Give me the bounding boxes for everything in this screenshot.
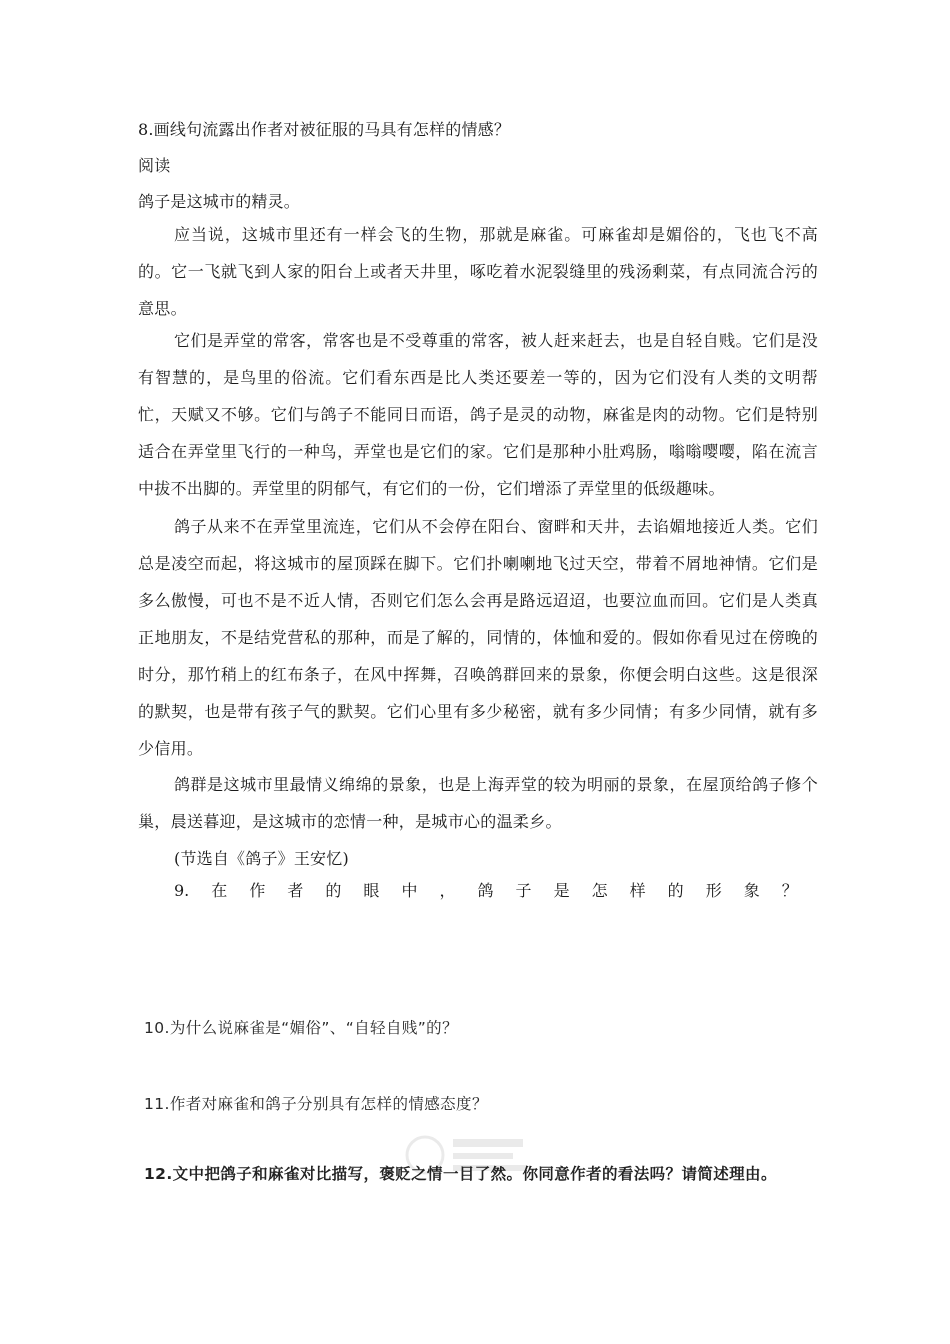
paragraph-pigeon-flock: 鸽群是这城市里最情义绵绵的景象，也是上海弄堂的较为明丽的景象，在屋顶给鸽子修个巢，晨送暮迎，是这城市的恋情一种，是城市心的温柔乡。 — [138, 775, 818, 831]
question-12: 12.文中把鸽子和麻雀对比描写，褒贬之情一目了然。你同意作者的看法吗？请简述理由。 — [144, 1165, 777, 1183]
question-9 — [174, 880, 798, 902]
question-10: 10.为什么说麻雀是“媚俗”、“自轻自贱”的？ — [144, 1019, 458, 1037]
passage-source: (节选自《鸽子》王安忆) — [174, 849, 349, 868]
paragraph-sparrow-detail: 它们是弄堂的常客，常客也是不受尊重的常客，被人赶来赶去，也是自轻自贱。它们是没有智慧的，是鸟里的俗流。它们看东西是比人类还要差一等的，因为它们没有人类的文明帮忙，天赋又不够。它们与鸽子不能同日而语，鸽子是灵的动物，麻雀是肉的动物。它们是特别适合在弄堂里飞行的一种鸟，弄堂也是它们的家。它们是那种小肚鸡肠，嗡嗡嘤嘤，陷在流言中拔不出脚的。弄堂里的阴郁气，有它们的一份，它们增添了弄堂里的低级趣味。 — [138, 331, 818, 498]
q9-char: 怎 — [591, 881, 608, 900]
q9-char: 的 — [325, 881, 342, 900]
watermark-icon — [395, 1125, 535, 1185]
q9-char: 鸽 — [477, 881, 494, 900]
q9-char: ， — [439, 881, 456, 900]
q9-char: 形 — [705, 881, 722, 900]
passage-intro: 鸽子是这城市的精灵。 — [138, 192, 301, 211]
q9-char: 作 — [249, 881, 266, 900]
q9-char: 眼 — [363, 881, 380, 900]
q9-char: 样 — [629, 881, 646, 900]
paragraph-sparrow-intro: 应当说，这城市里还有一样会飞的生物，那就是麻雀。可麻雀却是媚俗的，飞也飞不高的。它一飞就飞到人家的阳台上或者天井里，啄吃着水泥裂缝里的残汤剩菜，有点同流合污的意思。 — [138, 225, 818, 318]
q9-char: 子 — [515, 881, 532, 900]
paragraph-pigeon: 鸽子从来不在弄堂里流连，它们从不会停在阳台、窗畔和天井，去谄媚地接近人类。它们总是凌空而起，将这城市的屋顶踩在脚下。它们扑喇喇地飞过天空，带着不屑地神情。它们是多么傲慢，可也不是不近人情，否则它们怎么会再是路远迢迢，也要泣血而回。它们是人类真正地朋友，不是结党营私的那种，而是了解的，同情的，体恤和爱的。假如你看见过在傍晚的时分，那竹稍上的红布条子，在风中挥舞，召唤鸽群回来的景象，你便会明白这些。这是很深的默契，也是带有孩子气的默契。它们心里有多少秘密，就有多少同情；有多少同情，就有多少信用。 — [138, 517, 818, 758]
q9-char: ？ — [781, 881, 798, 900]
q9-char: 在 — [211, 881, 228, 900]
q9-char: 象 — [743, 881, 760, 900]
question-8: 8.画线句流露出作者对被征服的马具有怎样的情感？ — [138, 120, 511, 139]
q9-char: 9. — [174, 881, 190, 900]
q9-char: 是 — [553, 881, 570, 900]
q9-char: 者 — [287, 881, 304, 900]
question-11: 11.作者对麻雀和鸽子分别具有怎样的情感态度？ — [144, 1095, 488, 1113]
q9-char: 中 — [401, 881, 418, 900]
reading-label: 阅读 — [138, 156, 171, 175]
q9-char: 的 — [667, 881, 684, 900]
